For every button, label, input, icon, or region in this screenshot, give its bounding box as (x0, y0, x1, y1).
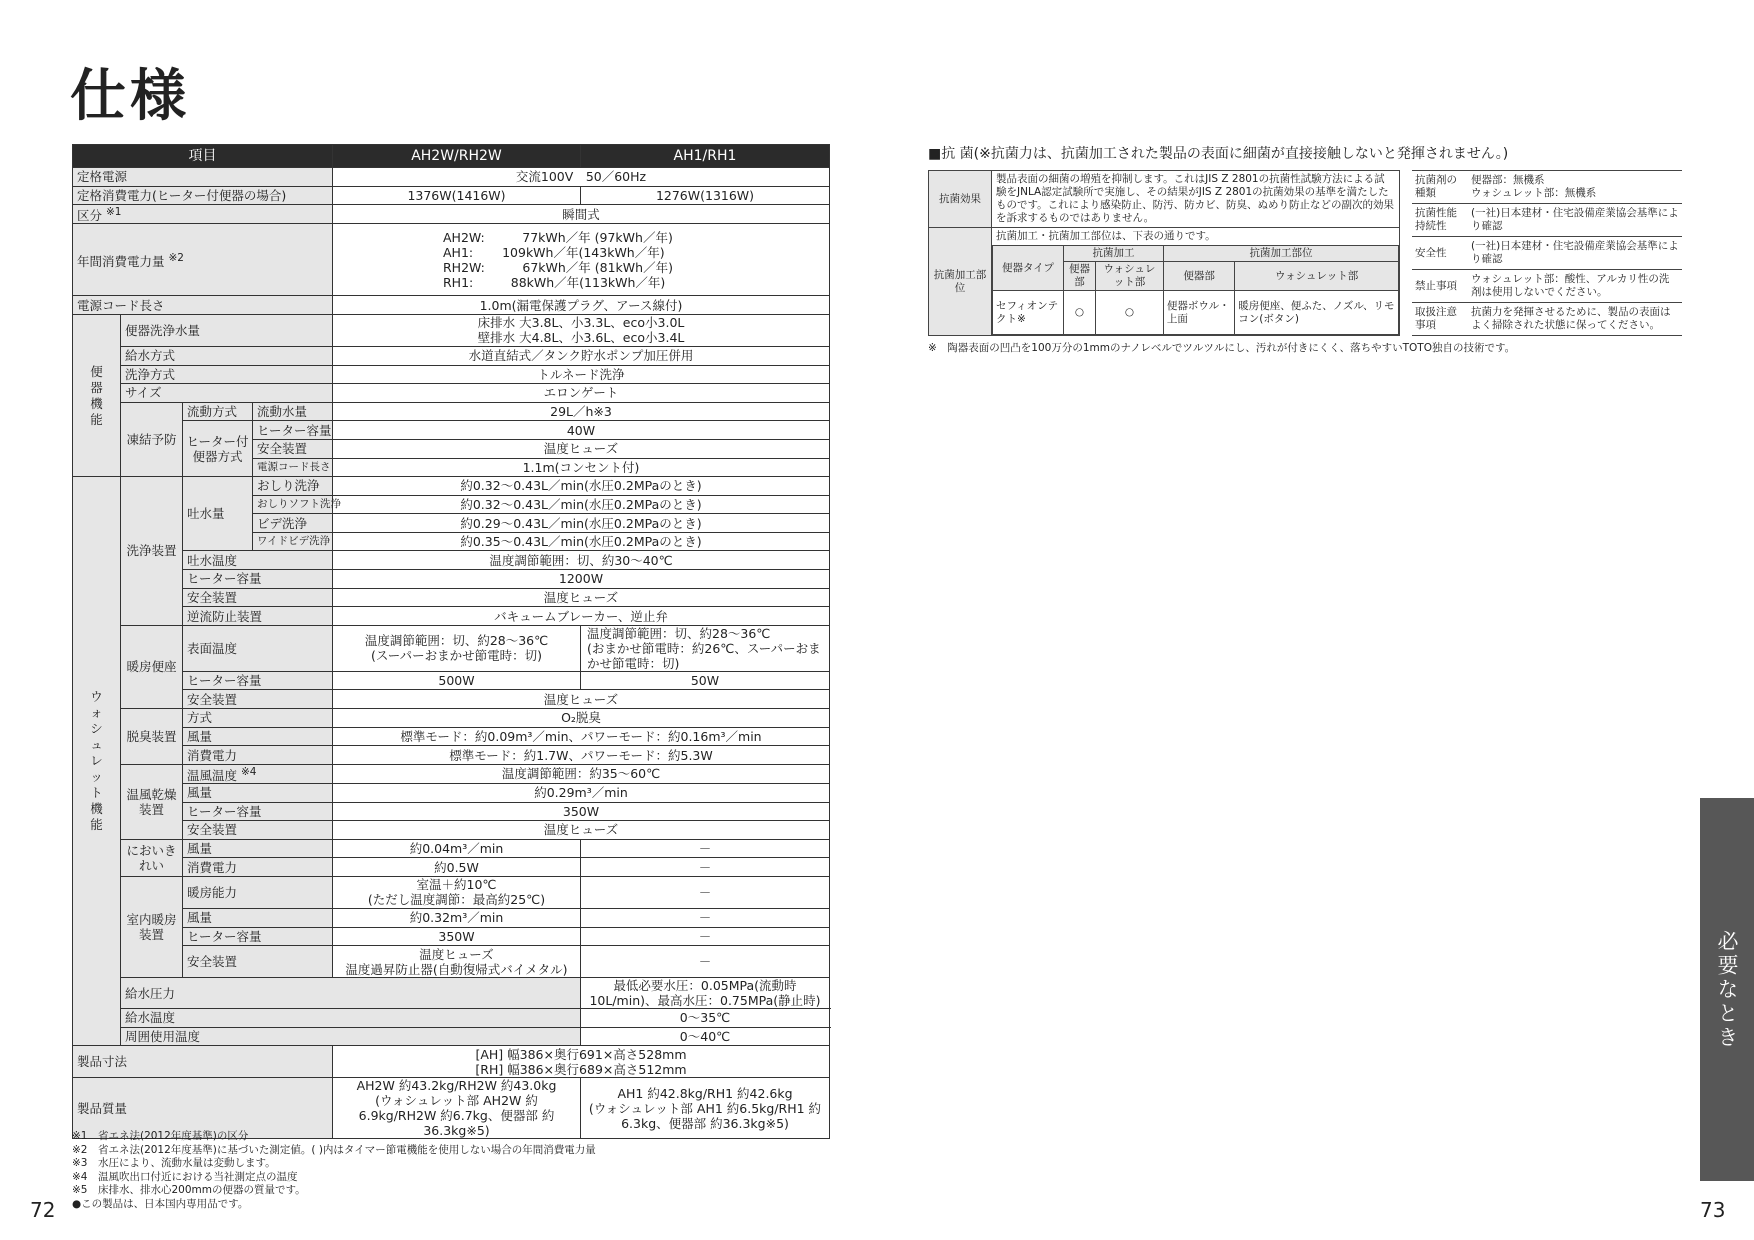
dryer-temp: 温度調節範囲：約35～60℃ (333, 764, 830, 783)
side-label: 抗菌剤の種類 (1412, 171, 1468, 204)
deodor-power-label: 消費電力 (183, 746, 333, 765)
backflow: バキュームブレーカー、逆止弁 (333, 607, 830, 626)
spout-temp: 温度調節範囲：切、約30～40℃ (333, 551, 830, 570)
deodor-air-label: 風量 (183, 727, 333, 746)
dryer-temp-label: 温風温度 $^{※4}$ (183, 764, 333, 783)
washlet-group-label: ウォシュレット機能 (73, 477, 121, 1046)
mass-label: 製品質量 (73, 1078, 333, 1139)
smell-power-a: 約0.5W (333, 858, 581, 877)
cord2: 1.1m(コンセント付) (333, 458, 830, 477)
wash-device-label: 洗浄装置 (121, 477, 183, 626)
room-safety-label: 安全装置 (183, 946, 333, 978)
dims: [AH] 幅386×奥行691×高さ528mm [RH] 幅386×奥行689×高さ512mm (333, 1046, 830, 1078)
wash-heater-label: ヒーター容量 (183, 570, 333, 589)
flow-water: 29L／h※3 (333, 402, 830, 421)
smell-air-a: 約0.04m³／min (333, 839, 581, 858)
room-heater-b: － (581, 927, 830, 946)
surface-a: 温度調節範囲：切、約28～36℃ (スーパーおまかせ節電時：切) (333, 625, 581, 671)
supply-temp: 0～35℃ (581, 1009, 830, 1028)
room-label: 室内暖房装置 (121, 876, 183, 977)
circle-mark: ○ (1064, 291, 1096, 335)
oshiri-label: おしり洗浄 (253, 477, 333, 496)
rated-consumption-a: 1376W(1416W) (333, 186, 581, 205)
annual-label: 年間消費電力量 $^{※2}$ (73, 224, 333, 296)
part-table (992, 245, 1399, 335)
flow-method-label: 流動方式 (183, 402, 253, 421)
dryer-air: 約0.29m³／min (333, 783, 830, 802)
circle-mark: ○ (1096, 291, 1164, 335)
effect-label: 抗菌効果 (929, 171, 992, 228)
dryer-air-label: 風量 (183, 783, 333, 802)
dryer-label: 温風乾燥装置 (121, 764, 183, 839)
footnote: ※5 床排水、排水心200mmの便器の質量です。 (72, 1184, 306, 1197)
side-tab[interactable] (1700, 798, 1754, 1181)
footnote: ※2 省エネ法(2012年度基準)に基づいた測定値。( )内はタイマー節電機能を使用しない場合の年間消費電力量 (72, 1143, 596, 1156)
side-value: (一社)日本建材・住宅設備産業協会基準により確認 (1468, 237, 1682, 270)
deodor-air: 標準モード：約0.09m³／min、パワーモード：約0.16m³／min (333, 727, 830, 746)
heater-capacity: 40W (333, 421, 830, 440)
side-label: 安全性 (1412, 237, 1468, 270)
supply-method-label: 給水方式 (121, 346, 333, 365)
smell-power-b: － (581, 858, 830, 877)
rated-consumption-label: 定格消費電力(ヒーター付便器の場合) (73, 186, 333, 205)
wide-bidet-label: ワイドビデ洗浄 (253, 532, 333, 551)
deodor-power: 標準モード：約1.7W、パワーモード：約5.3W (333, 746, 830, 765)
heater-method-label: ヒーター付便器方式 (183, 421, 253, 477)
smell-air-label: 風量 (183, 839, 333, 858)
washlet-part: 暖房便座、便ふた、ノズル、リモコン(ボタン) (1235, 291, 1399, 335)
spout-label: 吐水量 (183, 477, 253, 551)
toilet-col: 便器部 (1064, 262, 1096, 291)
flush-water-label: 便器洗浄水量 (121, 314, 333, 346)
room-safety-a: 温度ヒューズ 温度過昇防止器(自動復帰式バイメタル) (333, 946, 581, 978)
freeze-label: 凍結予防 (121, 402, 183, 476)
footnote: ●この製品は、日本国内専用品です。 (72, 1197, 249, 1210)
dryer-safety: 温度ヒューズ (333, 821, 830, 840)
room-air-b: － (581, 908, 830, 927)
footnote: ※3 水圧により、流動水量は変動します。 (72, 1157, 276, 1170)
deodor-label: 脱臭装置 (121, 709, 183, 765)
wash-method-label: 洗浄方式 (121, 365, 333, 384)
heater-capacity-label: ヒーター容量 (253, 421, 333, 440)
dims-label: 製品寸法 (73, 1046, 333, 1078)
part-intro: 抗菌加工・抗菌加工部位は、下表の通りです。 (996, 230, 1216, 242)
antibacterial-heading: ■抗 菌(※抗菌力は、抗菌加工された製品の表面に細菌が直接接触しないと発揮されません。) (928, 146, 1509, 162)
side-label: 禁止事項 (1412, 270, 1468, 303)
room-heater-label: ヒーター容量 (183, 927, 333, 946)
dryer-safety-label: 安全装置 (183, 821, 333, 840)
effect-text: 製品表面の細菌の増殖を抑制します。これはJIS Z 2801の抗菌性試験方法による試験をJNLA認定試験所で実施し、その結果がJIS Z 2801の抗菌効果の基準を満たしたものです。これにより感染防止、防汚、防カビ、防臭、ぬめり防止などの副次的効果を訴求するものではありません。 (992, 171, 1400, 228)
washlet-col: ウォシュレット部 (1096, 262, 1164, 291)
antibacterial-note: ※ 陶器表面の凹凸を100万分の1mmのナノレベルでツルツルにし、汚れが付きにくく、落ちやすいTOTO独自の技術です。 (928, 342, 1516, 354)
bidet-label: ビデ洗浄 (253, 514, 333, 533)
wash-safety-label: 安全装置 (183, 588, 333, 607)
deodor-method-label: 方式 (183, 709, 333, 728)
room-air-label: 風量 (183, 908, 333, 927)
spout-temp-label: 吐水温度 (183, 551, 333, 570)
part-label: 抗菌加工部位 (929, 228, 992, 336)
supply-pressure-label: 給水圧力 (121, 978, 581, 1009)
toilet-col: 便器部 (1163, 262, 1234, 291)
size-label: サイズ (121, 384, 333, 403)
supply-pressure: 最低必要水圧：0.05MPa(流動時 10L/min)、最高水圧：0.75MPa(静止時) (581, 978, 830, 1009)
cord: 1.0m(漏電保護プラグ、アース線付) (333, 296, 830, 315)
seat-label: 暖房便座 (121, 625, 183, 708)
cord2-label: 電源コード長さ (253, 458, 333, 477)
wash-heater: 1200W (333, 570, 830, 589)
seat-heater-label: ヒーター容量 (183, 671, 333, 690)
annual-consumption: AH2W: 77kWh／年 (97kWh／年) AH1: 109kWh／年(143kWh／年) RH2W: 67kWh／年 (81kWh／年) RH1: 88kWh／年(113kWh／年) (333, 224, 830, 296)
wash-safety: 温度ヒューズ (333, 588, 830, 607)
side-label: 抗菌性能持続性 (1412, 204, 1468, 237)
footnote: ※1 省エネ法(2012年度基準)の区分 (72, 1130, 249, 1142)
antibacterial-side-table (1412, 170, 1682, 336)
side-value: 便器部：無機系 ウォシュレット部：無機系 (1468, 171, 1682, 204)
flush-water: 床排水 大3.8L、小3.3L、eco小3.0L 壁排水 大4.8L、小3.6L、eco小3.4L (333, 314, 830, 346)
category: 瞬間式 (333, 205, 830, 224)
room-air-a: 約0.32m³／min (333, 908, 581, 927)
oshiri: 約0.32～0.43L／min(水圧0.2MPaのとき) (333, 477, 830, 496)
backflow-label: 逆流防止装置 (183, 607, 333, 626)
seat-heater-a: 500W (333, 671, 581, 690)
page-number-right: 73 (1700, 1198, 1726, 1222)
side-value: ウォシュレット部：酸性、アルカリ性の洗剤は使用しないでください。 (1468, 270, 1682, 303)
dryer-heater-label: ヒーター容量 (183, 802, 333, 821)
side-value: (一社)日本建材・住宅設備産業協会基準により確認 (1468, 204, 1682, 237)
antibacterial-table (928, 170, 1400, 336)
type-value: セフィオンテクト※ (993, 291, 1064, 335)
type-label: 便器タイプ (993, 246, 1064, 291)
category-label: 区分 $^{※1}$ (73, 205, 333, 224)
page-title: 仕様 (70, 64, 190, 129)
freeze-safety-label: 安全装置 (253, 439, 333, 458)
footnote: ※4 温風吹出口付近における当社測定点の温度 (72, 1170, 298, 1183)
cord-label: 電源コード長さ (73, 296, 333, 315)
header-item: 項目 (73, 145, 333, 168)
room-heater-a: 350W (333, 927, 581, 946)
rated-power-label: 定格電源 (73, 168, 333, 187)
side-tab-label: 必要なとき (1715, 929, 1739, 1050)
smell-power-label: 消費電力 (183, 858, 333, 877)
side-label: 取扱注意事項 (1412, 303, 1468, 336)
room-capacity-b: － (581, 876, 830, 908)
rated-power: 交流100V 50／60Hz (333, 168, 830, 187)
room-safety-b: － (581, 946, 830, 978)
wide-bidet: 約0.35～0.43L／min(水圧0.2MPaのとき) (333, 532, 830, 551)
smell-air-b: － (581, 839, 830, 858)
room-capacity-label: 暖房能力 (183, 876, 333, 908)
room-capacity-a: 室温＋約10℃ (ただし温度調節：最高約25℃) (333, 876, 581, 908)
ambient-label: 周囲使用温度 (121, 1027, 581, 1046)
supply-method: 水道直結式／タンク貯水ポンプ加圧併用 (333, 346, 830, 365)
footnotes (72, 1130, 772, 1212)
page-number-left: 72 (30, 1198, 56, 1222)
smell-label: においきれい (121, 839, 183, 876)
mass-a: AH2W 約43.2kg/RH2W 約43.0kg (ウォシュレット部 AH2W 約6.9kg/RH2W 約6.7kg、便器部 約36.3kg※5) (333, 1078, 581, 1139)
bidet: 約0.29～0.43L／min(水圧0.2MPaのとき) (333, 514, 830, 533)
size: エロンゲート (333, 384, 830, 403)
surface-b: 温度調節範囲：切、約28～36℃ (おまかせ節電時：約26℃、スーパーおまかせ節電時：切) (581, 625, 830, 671)
toilet-part: 便器ボウル・上面 (1163, 291, 1234, 335)
oshiri-soft-label: おしりソフト洗浄 (253, 495, 333, 514)
mass-b: AH1 約42.8kg/RH1 約42.6kg (ウォシュレット部 AH1 約6.5kg/RH1 約6.3kg、便器部 約36.3kg※5) (581, 1078, 830, 1139)
oshiri-soft: 約0.32～0.43L／min(水圧0.2MPaのとき) (333, 495, 830, 514)
spec-table (72, 144, 830, 1139)
freeze-safety: 温度ヒューズ (333, 439, 830, 458)
part-col-label: 抗菌加工部位 (1163, 246, 1398, 262)
toilet-group-label: 便器機能 (73, 314, 121, 476)
side-value: 抗菌力を発揮させるために、製品の表面はよく掃除された状態に保ってください。 (1468, 303, 1682, 336)
header-model-b: AH1/RH1 (581, 145, 830, 168)
seat-heater-b: 50W (581, 671, 830, 690)
wash-method: トルネード洗浄 (333, 365, 830, 384)
ambient: 0～40℃ (581, 1027, 830, 1046)
treatment-label: 抗菌加工 (1064, 246, 1164, 262)
seat-safety-label: 安全装置 (183, 690, 333, 709)
seat-safety: 温度ヒューズ (333, 690, 830, 709)
supply-temp-label: 給水温度 (121, 1009, 581, 1028)
flow-water-label: 流動水量 (253, 402, 333, 421)
dryer-heater: 350W (333, 802, 830, 821)
header-model-a: AH2W/RH2W (333, 145, 581, 168)
washlet-col: ウォシュレット部 (1235, 262, 1399, 291)
rated-consumption-b: 1276W(1316W) (581, 186, 830, 205)
surface-label: 表面温度 (183, 625, 333, 671)
deodor-method: O₂脱臭 (333, 709, 830, 728)
